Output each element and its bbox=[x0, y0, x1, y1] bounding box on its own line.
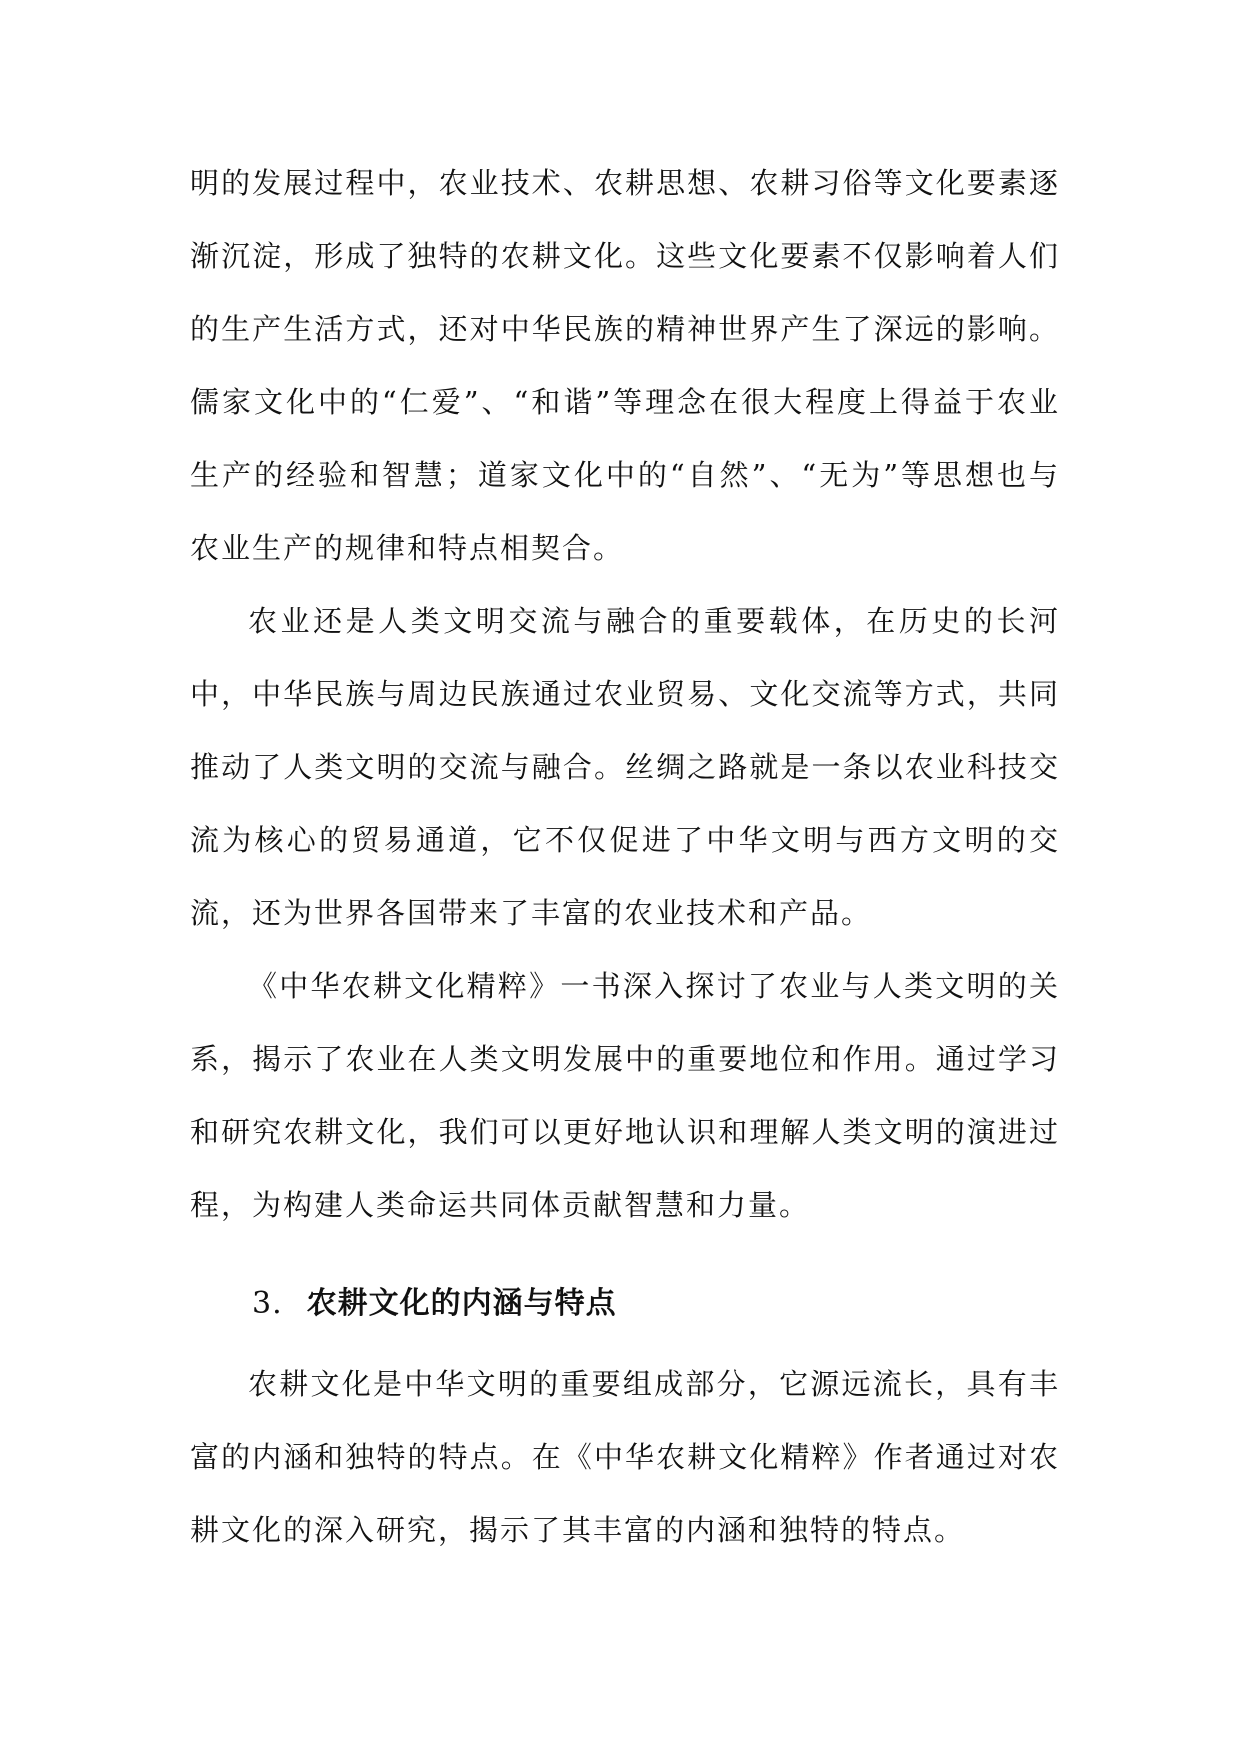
section-title: 农耕文化的内涵与特点 bbox=[306, 1286, 617, 1321]
section-number: 3. bbox=[252, 1286, 283, 1321]
document-page bbox=[190, 147, 1060, 1567]
section-heading bbox=[190, 1272, 1060, 1336]
paragraph-continuation: 明的发展过程中，农业技术、农耕思想、农耕习俗等文化要素逐渐沉淀，形成了独特的农耕文化。这些文化要素不仅影响着人们的生产生活方式，还对中华民族的精神世界产生了深远的影响。儒家文化中的“仁爱”、“和谐”等理念在很大程度上得益于农业生产的经验和智慧；道家文化中的“自然”、“无为”等思想也与农业生产的规律和特点相契合。 bbox=[190, 166, 1060, 565]
paragraph-book-summary: 《中华农耕文化精粹》一书深入探讨了农业与人类文明的关系，揭示了农业在人类文明发展中的重要地位和作用。通过学习和研究农耕文化，我们可以更好地认识和理解人类文明的演进过程，为构建人类命运共同体贡献智慧和力量。 bbox=[190, 969, 1060, 1222]
paragraph-section-intro: 农耕文化是中华文明的重要组成部分，它源远流长，具有丰富的内涵和独特的特点。在《中华农耕文化精粹》作者通过对农耕文化的深入研究，揭示了其丰富的内涵和独特的特点。 bbox=[190, 1367, 1060, 1547]
paragraph-cultural-exchange: 农业还是人类文明交流与融合的重要载体，在历史的长河中，中华民族与周边民族通过农业贸易、文化交流等方式，共同推动了人类文明的交流与融合。丝绸之路就是一条以农业科技交流为核心的贸易通道，它不仅促进了中华文明与西方文明的交流，还为世界各国带来了丰富的农业技术和产品。 bbox=[190, 604, 1060, 930]
